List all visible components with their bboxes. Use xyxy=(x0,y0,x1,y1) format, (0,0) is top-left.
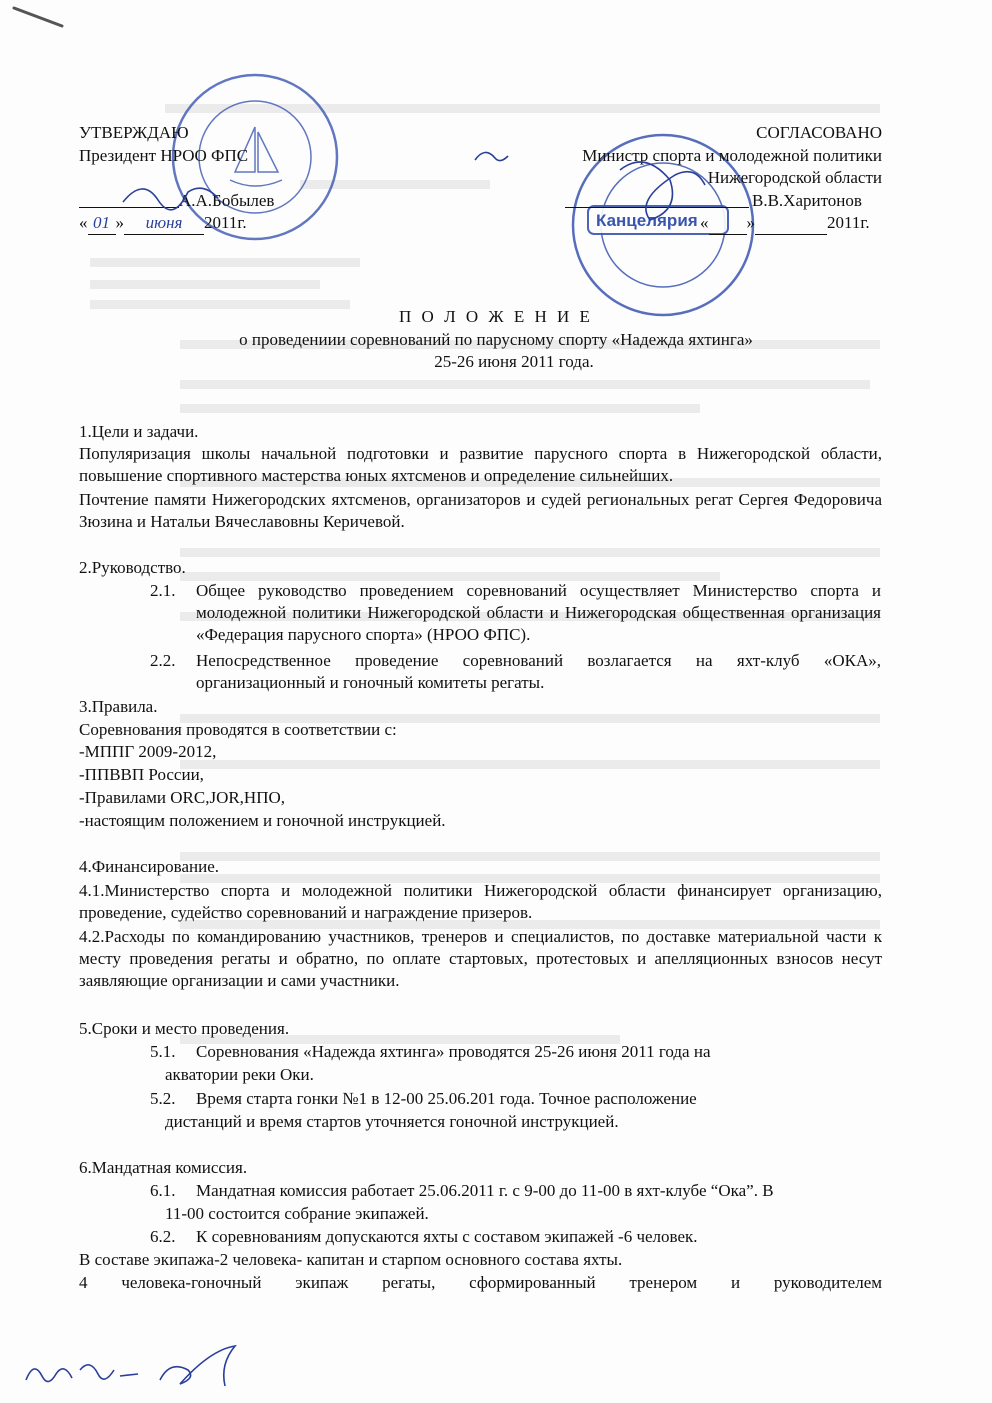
section-5-2-line-a: Время старта гонки №1 в 12-00 25.06.201 года. Точное расположение xyxy=(196,1089,697,1108)
doc-subtitle-1: о проведениии соревнований по парусному спорту «Надежда яхтинга» xyxy=(239,330,753,349)
agree-position-1: Министр спорта и молодежной политики xyxy=(582,146,882,165)
approve-signature xyxy=(118,172,228,212)
section-6-title: 6.Мандатная комиссия. xyxy=(79,1158,248,1177)
section-6-1-line-a: Мандатная комиссия работает 25.06.2011 г. с 9-00 до 11-00 в яхт-клубе “Ока”. В xyxy=(196,1181,774,1200)
approve-label: УТВЕРЖДАЮ xyxy=(79,123,189,142)
section-4-1: 4.1.Министерство спорта и молодежной политики Нижегородской области финансирует организацию, проведение, судейство соревнований и награждение призеров. xyxy=(79,881,882,922)
rules-item: -настоящим положением и гоночной инструкцией. xyxy=(79,811,446,830)
agree-date: « » 2011г. xyxy=(700,212,870,235)
section-6-2-num: 6.2. xyxy=(150,1227,176,1246)
ministry-stamp-center: Канцелярия xyxy=(596,211,698,230)
section-1-para-2: Почтение памяти Нижегородских яхтсменов, организаторов и судей региональных регат Сергея Федоровича Зюзина и Натальи Вячеславовны Керичевой. xyxy=(79,490,882,531)
approve-day: 01 xyxy=(88,212,116,235)
pencil-mark xyxy=(0,0,80,40)
section-3-intro: Соревнования проводятся в соответствии с: xyxy=(79,720,397,739)
doc-subtitle-2: 25-26 июня 2011 года. xyxy=(434,352,594,371)
section-6-2-text: К соревнованиям допускаются яхты с составом экипажей -6 человек. xyxy=(196,1227,698,1246)
section-2-title: 2.Руководство. xyxy=(79,558,186,577)
section-6-para-1: В составе экипажа-2 человека- капитан и старпом основного состава яхты. xyxy=(79,1250,623,1269)
rules-item: -Правилами ORC,JOR,НПО, xyxy=(79,788,286,807)
section-2-2-num: 2.2. xyxy=(150,651,176,670)
section-5-2-line-b: дистанций и время стартов уточняется гоночной инструкцией. xyxy=(165,1112,619,1131)
agree-position-2: Нижегородской области xyxy=(707,168,882,187)
section-5-2-num: 5.2. xyxy=(150,1089,176,1108)
rules-item: -ППВВП России, xyxy=(79,765,204,784)
section-5-1-line-b: акватории реки Оки. xyxy=(165,1065,314,1084)
bottom-signature xyxy=(20,1340,250,1400)
section-1-title: 1.Цели и задачи. xyxy=(79,422,199,441)
agree-signature xyxy=(470,140,720,230)
agree-name: В.В.Харитонов xyxy=(752,191,862,210)
approve-month: июня xyxy=(124,212,204,235)
section-6-1-line-b: 11-00 состоится собрание экипажей. xyxy=(165,1204,429,1223)
section-6-para-2: 4 человека-гоночный экипаж регаты, сформированный тренером и руководителем xyxy=(79,1273,882,1292)
section-2-1-text: Общее руководство проведением соревнований осуществляет Министерство спорта и молодежной политики Нижегородской области и Нижегородская общественная организация «Федерация парусного спорта» (НРОО ФПС). xyxy=(196,581,881,644)
section-2-1-num: 2.1. xyxy=(150,581,176,600)
section-5-1-num: 5.1. xyxy=(150,1042,176,1061)
approve-name: А.А.Бобылев xyxy=(179,191,275,210)
section-5-title: 5.Сроки и место проведения. xyxy=(79,1019,290,1038)
section-5-1-line-a: Соревнования «Надежда яхтинга» проводятся 25-26 июня 2011 года на xyxy=(196,1042,711,1061)
approve-date: « 01 » июня 2011г. xyxy=(79,212,247,235)
section-3-title: 3.Правила. xyxy=(79,697,158,716)
approve-position: Президент НРОО ФПС xyxy=(79,146,249,165)
section-4-2: 4.2.Расходы по командированию участников, тренеров и специалистов, по доставке материальной части к месту проведения регаты и обратно, по оплате стартовых, протестовых и апелляционных взносов несут заявляющие организации и сами участники. xyxy=(79,927,882,990)
rules-item: -МППГ 2009-2012, xyxy=(79,742,217,761)
doc-heading: П О Л О Ж Е Н И Е xyxy=(399,307,593,326)
section-1-para-1: Популяризация школы начальной подготовки и развитие парусного спорта в Нижегородской области, повышение спортивного мастерства юных яхтсменов и определение сильнейших. xyxy=(79,444,882,485)
section-6-1-num: 6.1. xyxy=(150,1181,176,1200)
section-4-title: 4.Финансирование. xyxy=(79,857,220,876)
section-2-2-text: Непосредственное проведение соревнований возлагается на яхт-клуб «ОКА», организационный и гоночный комитеты регаты. xyxy=(196,651,881,692)
agree-label: СОГЛАСОВАНО xyxy=(756,123,882,142)
